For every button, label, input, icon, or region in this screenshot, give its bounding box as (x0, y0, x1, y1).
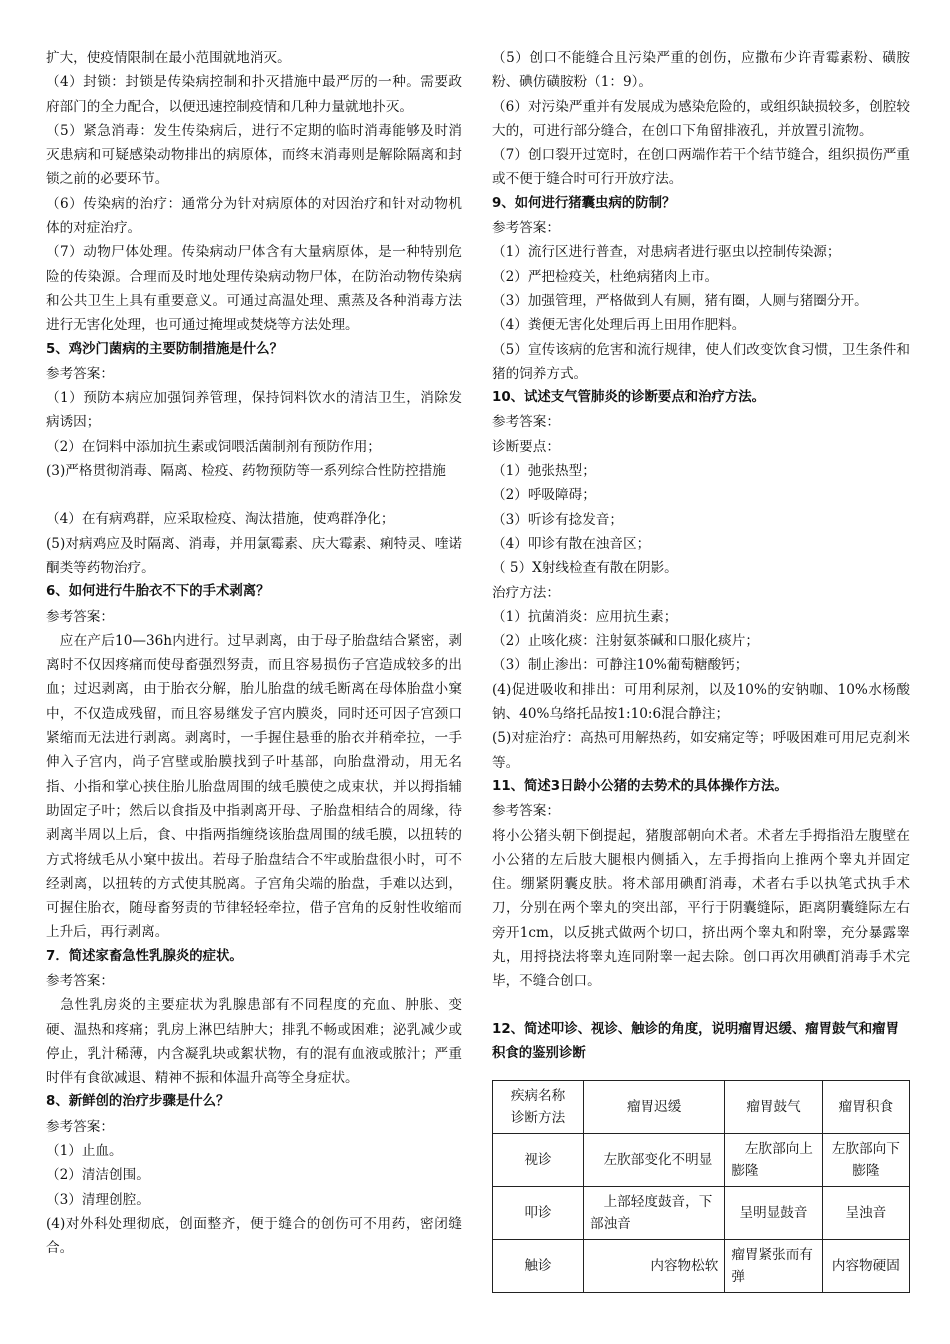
paragraph: 参考答案： (46, 972, 114, 989)
paragraph: （3）听诊有捻发音； (492, 511, 623, 528)
paragraph: （4）粪便无害化处理后再上田用作肥料。 (492, 317, 746, 334)
paragraph: （4）叩诊有散在浊音区； (492, 535, 651, 552)
table-header-cell: 瘤胃迟缓 (584, 1081, 725, 1134)
paragraph: （1）止血。 (46, 1143, 123, 1160)
table-cell: 内容物松软 (584, 1240, 725, 1293)
paragraph: （ 5）X射线检查有散在阴影。 (492, 560, 678, 577)
paragraph: (5)对症治疗：高热可用解热药，如安痛定等；呼吸困难可用尼克刹米等。 (492, 730, 910, 771)
paragraph: （2）清洁创围。 (46, 1167, 150, 1184)
question-heading: 10、试述支气管肺炎的诊断要点和治疗方法。 (492, 390, 766, 406)
paragraph: （5）紧急消毒：发生传染病后，进行不定期的临时消毒能够及时消灭患病和可疑感染动物排出的病原体，而终末消毒则是解除隔离和封锁之前的必要环节。 (46, 122, 462, 188)
paragraph: (4)对外科处理彻底，创面整齐，便于缝合的创伤可不用药，密闭缝合。 (46, 1215, 462, 1257)
paragraph: （4）封锁：封锁是传染病控制和扑灭措施中最严厉的一种。需要政府部门的全力配合，以便迅速控制疫情和几种力量就地扑灭。 (46, 74, 462, 115)
right-column (492, 46, 910, 1293)
table-cell: 呈明显鼓音 (725, 1187, 822, 1240)
paragraph: （2）在饲料中添加抗生素或饲喂活菌制剂有预防作用； (46, 438, 381, 455)
paragraph: 治疗方法： (492, 584, 560, 601)
paragraph: （1）流行区进行普查，对患病者进行驱虫以控制传染源； (492, 244, 841, 261)
table-cell: 内容物硬固 (822, 1240, 909, 1293)
table-row (493, 1134, 910, 1187)
paragraph: （2）严把检疫关，杜绝病猪肉上市。 (492, 268, 719, 285)
table-row (493, 1187, 910, 1240)
question-heading: 12、简述叩诊、视诊、触诊的角度，说明瘤胃迟缓、瘤胃鼓气和瘤胃积食的鉴别诊断 (492, 1021, 899, 1061)
paragraph: 扩大，使疫情限制在最小范围就地消灭。 (46, 50, 291, 66)
paragraph: (3)严格贯彻消毒、隔离、检疫、药物预防等一系列综合性防控措施 (46, 463, 446, 480)
paragraph: （6）传染病的治疗：通常分为针对病原体的对因治疗和针对动物机体的对症治疗。 (46, 195, 462, 237)
paragraph: 急性乳房炎的主要症状为乳腺患部有不同程度的充血、肿胀、变硬、温热和疼痛；乳房上淋巴结肿大；排乳不畅或困难；泌乳减少或停止，乳汁稀薄，内含凝乳块或絮状物，有的混有血液或脓汁；严重时伴有食欲减退、精神不振和体温升高等全身症状。 (46, 997, 462, 1087)
blank-line (492, 994, 910, 1018)
question-heading: 5、鸡沙门菌病的主要防制措施是什么？ (46, 341, 283, 357)
paragraph: 将小公猪头朝下倒提起，猪腹部朝向术者。术者左手拇指沿左腹壁在小公猪的左后肢大腿根内侧插入，左手拇指向上推两个睾丸并固定住。绷紧阴囊皮肤。将术部用碘酊消毒，术者右手以执笔式执手术刀，分别在两个睾丸的突出部，平行于阴囊缝际，距离阴囊缝际左右旁开1cm，以反挑式做两个切口，挤出两个睾丸和附睾，充分暴露睾丸，用捋挠法将睾丸连同附睾一起去除。创口再次用碘酊消毒手术完毕，不缝合创口。 (492, 827, 910, 990)
paragraph: （2）止咳化痰：注射氨茶碱和口服化痰片； (492, 633, 759, 650)
table-cell: 呈浊音 (822, 1187, 909, 1240)
paragraph: （7）创口裂开过宽时，在创口两端作若干个结节缝合，组织损伤严重或不便于缝合时可行开放疗法。 (492, 147, 910, 188)
paragraph: （2）呼吸障碍； (492, 487, 596, 504)
corner-label-method: 诊断方法 (510, 1110, 566, 1127)
paragraph: 参考答案： (492, 220, 560, 237)
table-header-row (493, 1081, 910, 1134)
rumen-diagnosis-table (492, 1080, 910, 1293)
paragraph: 参考答案： (46, 1118, 114, 1135)
paragraph: （4）在有病鸡群，应采取检疫、淘汰措施，使鸡群净化； (46, 511, 395, 528)
paragraph: （1）弛张热型； (492, 463, 596, 480)
paragraph: 参考答案： (492, 803, 560, 820)
paragraph: （3）清理创腔。 (46, 1191, 150, 1208)
paragraph: （7）动物尸体处理。传染病动尸体含有大量病原体，是一种特别危险的传染源。合理而及时地处理传染病动物尸体，在防治动物传染病和公共卫生上具有重要意义。可通过高温处理、熏蒸及各种消毒方法进行无害化处理，也可通过掩埋或焚烧等方法处理。 (46, 244, 462, 334)
question-heading: 11、简述3日龄小公猪的去势术的具体操作方法。 (492, 778, 788, 794)
paragraph: （1）预防本病应加强饲养管理，保持饲料饮水的清洁卫生，消除发病诱因； (46, 390, 462, 431)
corner-label-disease: 疾病名称 (510, 1088, 566, 1105)
paragraph: 应在产后10—36h内进行。过早剥离，由于母子胎盘结合紧密，剥离时不仅因疼痛而使母畜强烈努责，而且容易损伤子宫造成较多的出血；过迟剥离，由于胎衣分解，胎儿胎盘的绒毛断离在母体胎盘小窠中，不仅造成残留，而且容易继发子宫内膜炎，同时还可因子宫颈口紧缩而无法进行剥离。剥离时，一手握住悬垂的胎衣并稍牵拉，一手伸入子宫内，尚子宫壁或胎膜找到子叶基部，向胎盘滑动，用无名指、小指和掌心挟住胎儿胎盘周围的绒毛膜使之成束状，并以拇指辅助固定子叶；然后以食指及中指剥离开母、子胎盘相结合的周缘，待剥离半周以上后，食、中指两指缠绕该胎盘周围的绒毛膜，以扭转的方式将绒毛从小窠中拔出。若母子胎盘结合不牢或胎盘很小时，可不经剥离，以扭转的方式使其脱离。子宫角尖端的胎盘，手难以达到，可握住胎衣，随母畜努责的节律轻轻牵拉，借子宫角的反射性收缩而上升后，再行剥离。 (46, 632, 462, 941)
paragraph: （6）对污染严重并有发展成为感染危险的，或组织缺损较多，创腔较大的，可进行部分缝合，在创口下角留排液孔，并放置引流物。 (492, 98, 910, 139)
paragraph: （3）制止渗出：可静注10%葡萄糖酸钙； (492, 657, 749, 674)
paragraph: 参考答案： (46, 365, 114, 382)
table-method-cell: 触诊 (493, 1240, 584, 1293)
paragraph: (5)对病鸡应及时隔离、消毒，并用氯霉素、庆大霉素、痢特灵、喹诺酮类等药物治疗。 (46, 535, 462, 576)
table-method-cell: 叩诊 (493, 1187, 584, 1240)
paragraph: （3）加强管理，严格做到人有厕，猪有圈，人厕与猪圈分开。 (492, 292, 868, 309)
table-cell: 左肷部变化不明显 (584, 1134, 725, 1187)
question-heading: 8、新鲜创的治疗步骤是什么？ (46, 1094, 230, 1110)
table-header-cell: 瘤胃鼓气 (725, 1081, 822, 1134)
paragraph: 参考答案： (46, 608, 114, 625)
table-row (493, 1240, 910, 1293)
table-cell: 上部轻度鼓音，下部浊音 (584, 1187, 725, 1240)
right-column-text (492, 46, 910, 1066)
left-column (46, 46, 462, 1261)
table-header-cell: 瘤胃积食 (822, 1081, 909, 1134)
paragraph: 诊断要点： (492, 438, 560, 455)
paragraph: (4)促进吸收和排出：可用利尿剂，以及10%的安钠咖、10%水杨酸钠、40%乌络托品按1:10:6混合静注； (492, 681, 910, 723)
table-cell: 瘤胃紧张而有弹 (725, 1240, 822, 1293)
question-heading: 7．简述家畜急性乳腺炎的症状。 (46, 948, 243, 964)
question-heading: 9、如何进行猪囊虫病的防制？ (492, 195, 676, 211)
paragraph: （1）抗菌消炎：应用抗生素； (492, 608, 678, 625)
blank-line (46, 483, 462, 507)
question-heading: 6、如何进行牛胎衣不下的手术剥离？ (46, 584, 270, 600)
paragraph: （5）创口不能缝合且污染严重的创伤，应撒布少许青霉素粉、磺胺粉、碘仿磺胺粉（1：9）。 (492, 50, 910, 91)
table-cell: 左肷部向上膨隆 (725, 1134, 822, 1187)
paragraph: 参考答案： (492, 414, 560, 431)
table-corner-cell (493, 1081, 584, 1134)
table-method-cell: 视诊 (493, 1134, 584, 1187)
table-cell: 左肷部向下膨隆 (822, 1134, 909, 1187)
paragraph: （5）宣传该病的危害和流行规律，使人们改变饮食习惯，卫生条件和猪的饲养方式。 (492, 341, 910, 382)
